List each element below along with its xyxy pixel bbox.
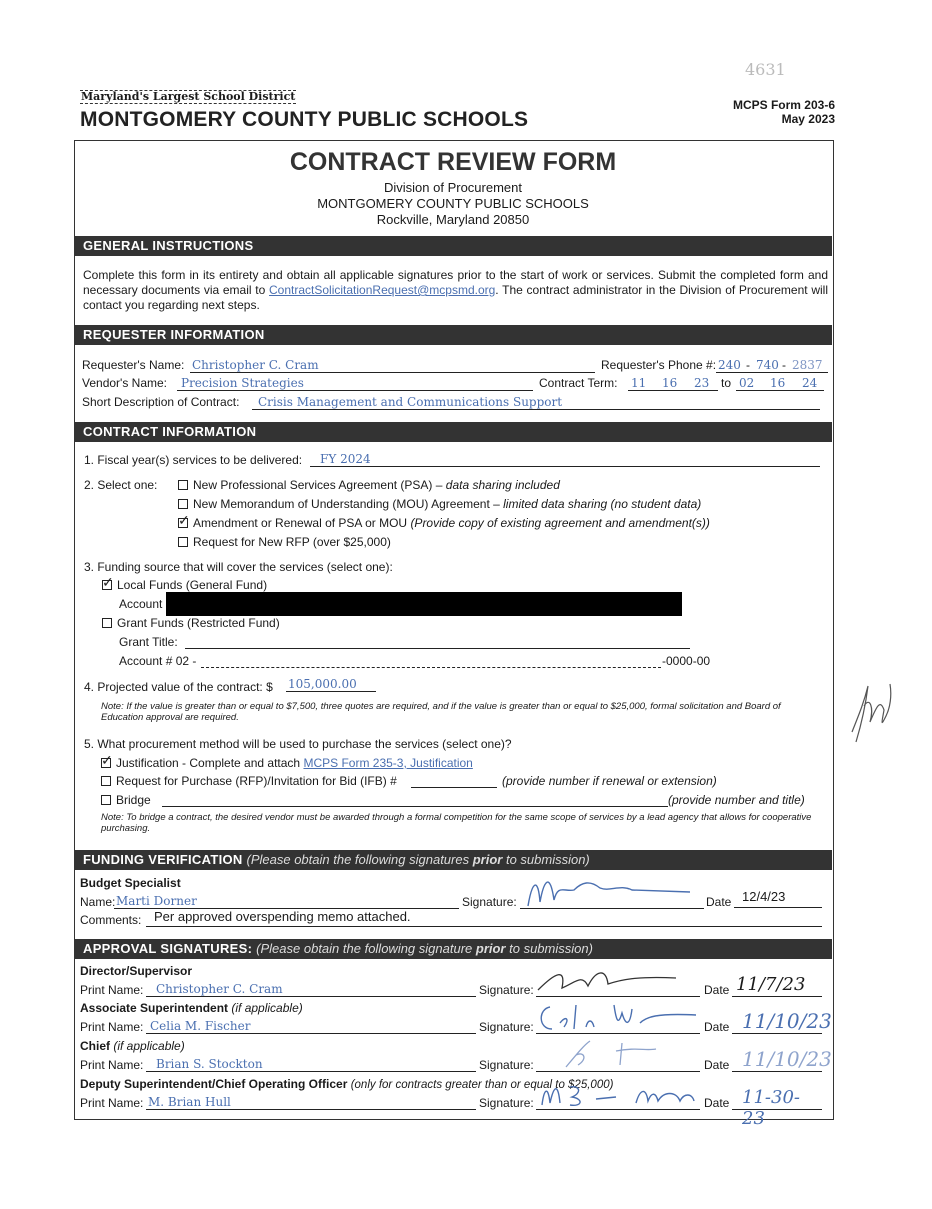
- redacted-account-number: [166, 592, 682, 616]
- projected-value-note: Note: If the value is greater than or equal to $7,500, three quotes are required, and if the value is greater than or equal to $25,000, formal solicitation and Board of Education approval are required.: [101, 701, 781, 723]
- projected-value: 105,000.00: [288, 677, 357, 691]
- budget-name-label: Name:: [80, 895, 116, 909]
- deputy-supt-date-field[interactable]: [732, 1087, 822, 1129]
- grant-account-label: Account # 02 -: [119, 654, 197, 668]
- budget-signature-field[interactable]: [520, 894, 704, 909]
- email-link[interactable]: ContractSolicitationRequest@mcpsmd.org: [269, 283, 496, 297]
- fiscal-year-value: FY 2024: [320, 452, 371, 466]
- option-local-funds[interactable]: ✓Local Funds (General Fund): [102, 578, 267, 592]
- assoc-supt-role-label: Associate Superintendent (if applicable): [80, 1001, 303, 1015]
- address-line: Rockville, Maryland 20850: [376, 212, 530, 227]
- deputy-supt-name-field[interactable]: [146, 1095, 476, 1110]
- instructions-part1: Complete this form in its entirety and obtain all applicable signatures prior to the start of work or services. Submit the completed form and necessary documents via email to: [83, 268, 828, 297]
- deputy-supt-date-label: Date: [704, 1096, 730, 1110]
- form-identifier: [733, 98, 835, 126]
- term-start-day: 16: [662, 376, 678, 390]
- organization-name: MONTGOMERY COUNTY PUBLIC SCHOOLS: [80, 108, 529, 131]
- grant-account-suffix: -0000-00: [662, 654, 711, 668]
- budget-name-value: Marti Dorner: [116, 894, 197, 908]
- budget-signature-label: Signature:: [462, 895, 517, 909]
- comments-label: Comments:: [80, 913, 142, 927]
- rfp-ifb-note: (provide number if renewal or extension): [502, 774, 717, 788]
- contract-term-label: Contract Term:: [539, 376, 618, 390]
- option-justification[interactable]: ✓Justification - Complete and attach MCPS Form 235-3, Justification: [101, 756, 473, 770]
- form-number: MCPS Form 203-6: [732, 98, 835, 112]
- chief-signature-handwriting: [536, 1037, 696, 1071]
- account-label: Account: [119, 597, 163, 611]
- projected-value-field[interactable]: [286, 677, 376, 692]
- option-new-rfp[interactable]: Request for New RFP (over $25,000): [178, 535, 391, 549]
- projected-value-label: 4. Projected value of the contract: $: [84, 680, 273, 694]
- chief-date-field[interactable]: [732, 1047, 832, 1072]
- bridge-contract-note: Note: To bridge a contract, the desired vendor must be awarded through a formal competition for the same scope of services by a lead agency that allows for cooperative purchasing.: [101, 812, 812, 834]
- justification-form-link[interactable]: MCPS Form 235-3, Justification: [303, 756, 473, 770]
- director-name-field[interactable]: [146, 982, 476, 997]
- budget-specialist-label: Budget Specialist: [80, 876, 181, 890]
- requester-name-value: Christopher C. Cram: [192, 358, 319, 372]
- contract-term-to: to: [721, 376, 732, 390]
- budget-date-value: 12/4/23: [742, 889, 786, 904]
- funding-verification-header: FUNDING VERIFICATION (Please obtain the following signatures prior to submission): [75, 850, 832, 870]
- phone-part2: 740: [756, 358, 779, 372]
- deputy-supt-role-label: Deputy Superintendent/Chief Operating Officer (only for contracts greater than or equal to $25,000): [80, 1077, 614, 1091]
- contract-description-field[interactable]: [252, 395, 820, 410]
- assoc-supt-name-value: Celia M. Fischer: [150, 1019, 251, 1033]
- phone-part3: 2837: [792, 358, 823, 372]
- director-date-field[interactable]: [732, 974, 822, 997]
- form-title: CONTRACT REVIEW FORM: [289, 148, 617, 176]
- grant-title-field[interactable]: [185, 634, 690, 649]
- checkbox-justification[interactable]: [101, 758, 111, 768]
- contract-term-start-field[interactable]: [628, 376, 718, 391]
- deputy-supt-date-value: 11-30-23: [742, 1087, 800, 1129]
- budget-date-label: Date: [706, 895, 732, 909]
- checkbox-local-funds[interactable]: [102, 580, 112, 590]
- chief-signature-label: Signature:: [479, 1058, 534, 1072]
- grant-title-label: Grant Title:: [119, 635, 178, 649]
- vendor-name-value: Precision Strategies: [181, 376, 304, 390]
- director-role-label: Director/Supervisor: [80, 964, 193, 978]
- requester-name-label: Requester's Name:: [82, 358, 185, 372]
- checkbox-bridge[interactable]: [101, 795, 111, 805]
- option-amendment-renewal[interactable]: ✓Amendment or Renewal of PSA or MOU (Provide copy of existing agreement and amendment(s)): [178, 516, 710, 530]
- deputy-supt-signature-label: Signature:: [479, 1096, 534, 1110]
- deputy-supt-signature-handwriting: [536, 1077, 702, 1111]
- chief-name-field[interactable]: [146, 1057, 476, 1072]
- checkbox-new-rfp[interactable]: [178, 537, 188, 547]
- contract-description-value: Crisis Management and Communications Support: [258, 395, 563, 409]
- director-signature-handwriting: [536, 964, 696, 998]
- director-signature-field[interactable]: [536, 982, 700, 997]
- option-new-psa[interactable]: New Professional Services Agreement (PSA) – data sharing included: [178, 478, 560, 492]
- chief-name-value: Brian S. Stockton: [156, 1057, 263, 1071]
- fiscal-year-label: 1. Fiscal year(s) services to be delivered:: [84, 453, 303, 467]
- funding-verification-note: (Please obtain the following signatures prior to submission): [246, 852, 590, 867]
- director-name-value: Christopher C. Cram: [156, 982, 283, 996]
- form-date: May 2023: [781, 112, 835, 126]
- option-grant-funds[interactable]: Grant Funds (Restricted Fund): [102, 616, 280, 630]
- general-instructions-header: GENERAL INSTRUCTIONS: [75, 236, 832, 256]
- contract-description-label: Short Description of Contract:: [82, 395, 240, 409]
- vendor-name-label: Vendor's Name:: [82, 376, 168, 390]
- contract-information-header: CONTRACT INFORMATION: [75, 422, 832, 442]
- org-line: MONTGOMERY COUNTY PUBLIC SCHOOLS: [317, 196, 589, 211]
- requester-information-header: REQUESTER INFORMATION: [75, 325, 832, 345]
- bridge-note: (provide number and title): [668, 793, 805, 807]
- instructions-part2: . The contract administrator in the Division of Procurement will contact you regarding next steps.: [83, 283, 828, 312]
- option-rfp-ifb[interactable]: Request for Purchase (RFP)/Invitation for Bid (IFB) #: [101, 774, 397, 788]
- checkbox-amendment-renewal[interactable]: [178, 518, 188, 528]
- assoc-supt-print-label: Print Name:: [80, 1020, 144, 1034]
- director-date-label: Date: [704, 983, 730, 997]
- deputy-supt-name-value: M. Brian Hull: [148, 1095, 231, 1109]
- general-instructions-text: [83, 268, 828, 313]
- deputy-supt-signature-field[interactable]: [536, 1095, 700, 1110]
- checkbox-new-psa[interactable]: [178, 480, 188, 490]
- select-one-label: 2. Select one:: [84, 478, 158, 492]
- director-date-value: 11/7/23: [736, 974, 806, 995]
- budget-date-field[interactable]: [734, 889, 822, 908]
- assoc-supt-signature-handwriting: [536, 999, 706, 1033]
- procurement-method-label: 5. What procurement method will be used to purchase the services (select one)?: [84, 737, 512, 751]
- corner-scribble: 4631: [745, 60, 786, 79]
- budget-name-field[interactable]: [114, 894, 459, 909]
- vendor-name-field[interactable]: [177, 376, 533, 391]
- contract-term-end-field[interactable]: [736, 376, 824, 391]
- assoc-supt-date-value: 11/10/23: [742, 1009, 832, 1033]
- comments-field[interactable]: [146, 909, 822, 927]
- checkbox-grant-funds[interactable]: [102, 618, 112, 628]
- assoc-supt-date-label: Date: [704, 1020, 730, 1034]
- grant-account-field[interactable]: [201, 653, 661, 668]
- chief-signature-field[interactable]: [536, 1057, 700, 1072]
- fiscal-year-field[interactable]: [310, 452, 820, 467]
- funding-source-label: 3. Funding source that will cover the services (select one):: [84, 560, 393, 574]
- deputy-supt-print-label: Print Name:: [80, 1096, 144, 1110]
- division-line: Division of Procurement: [384, 180, 522, 195]
- requester-phone-field[interactable]: 240 - 740 - 2837: [716, 358, 828, 373]
- requester-name-field[interactable]: [190, 358, 595, 373]
- chief-date-label: Date: [704, 1058, 730, 1072]
- phone-part1: 240: [718, 358, 741, 372]
- bridge-field[interactable]: [162, 792, 668, 807]
- checkbox-rfp-ifb[interactable]: [101, 776, 111, 786]
- term-end-year: 24: [802, 376, 818, 390]
- rfp-ifb-number-field[interactable]: [411, 773, 497, 788]
- assoc-supt-signature-label: Signature:: [479, 1020, 534, 1034]
- term-start-year: 23: [694, 376, 710, 390]
- margin-initials-handwriting: [846, 672, 894, 752]
- term-end-month: 02: [739, 376, 755, 390]
- comments-value: Per approved overspending memo attached.: [154, 909, 411, 924]
- chief-date-value: 11/10/23: [742, 1047, 832, 1071]
- approval-signatures-note: (Please obtain the following signature prior to submission): [256, 941, 593, 956]
- assoc-supt-signature-field[interactable]: [536, 1019, 700, 1034]
- requester-phone-label: Requester's Phone #:: [601, 358, 717, 372]
- district-tagline: Maryland's Largest School District: [81, 90, 296, 103]
- chief-role-label: Chief (if applicable): [80, 1039, 185, 1053]
- director-signature-label: Signature:: [479, 983, 534, 997]
- option-new-mou[interactable]: New Memorandum of Understanding (MOU) Agreement – limited data sharing (no student data): [178, 497, 701, 511]
- assoc-supt-date-field[interactable]: [732, 1009, 832, 1034]
- director-print-label: Print Name:: [80, 983, 144, 997]
- term-start-month: 11: [631, 376, 647, 390]
- approval-signatures-header: APPROVAL SIGNATURES: (Please obtain the following signature prior to submission): [75, 939, 832, 959]
- checkbox-new-mou[interactable]: [178, 499, 188, 509]
- term-end-day: 16: [770, 376, 786, 390]
- budget-signature-handwriting: [520, 872, 700, 910]
- chief-print-label: Print Name:: [80, 1058, 144, 1072]
- assoc-supt-name-field[interactable]: [146, 1019, 476, 1034]
- option-bridge[interactable]: Bridge: [101, 793, 151, 807]
